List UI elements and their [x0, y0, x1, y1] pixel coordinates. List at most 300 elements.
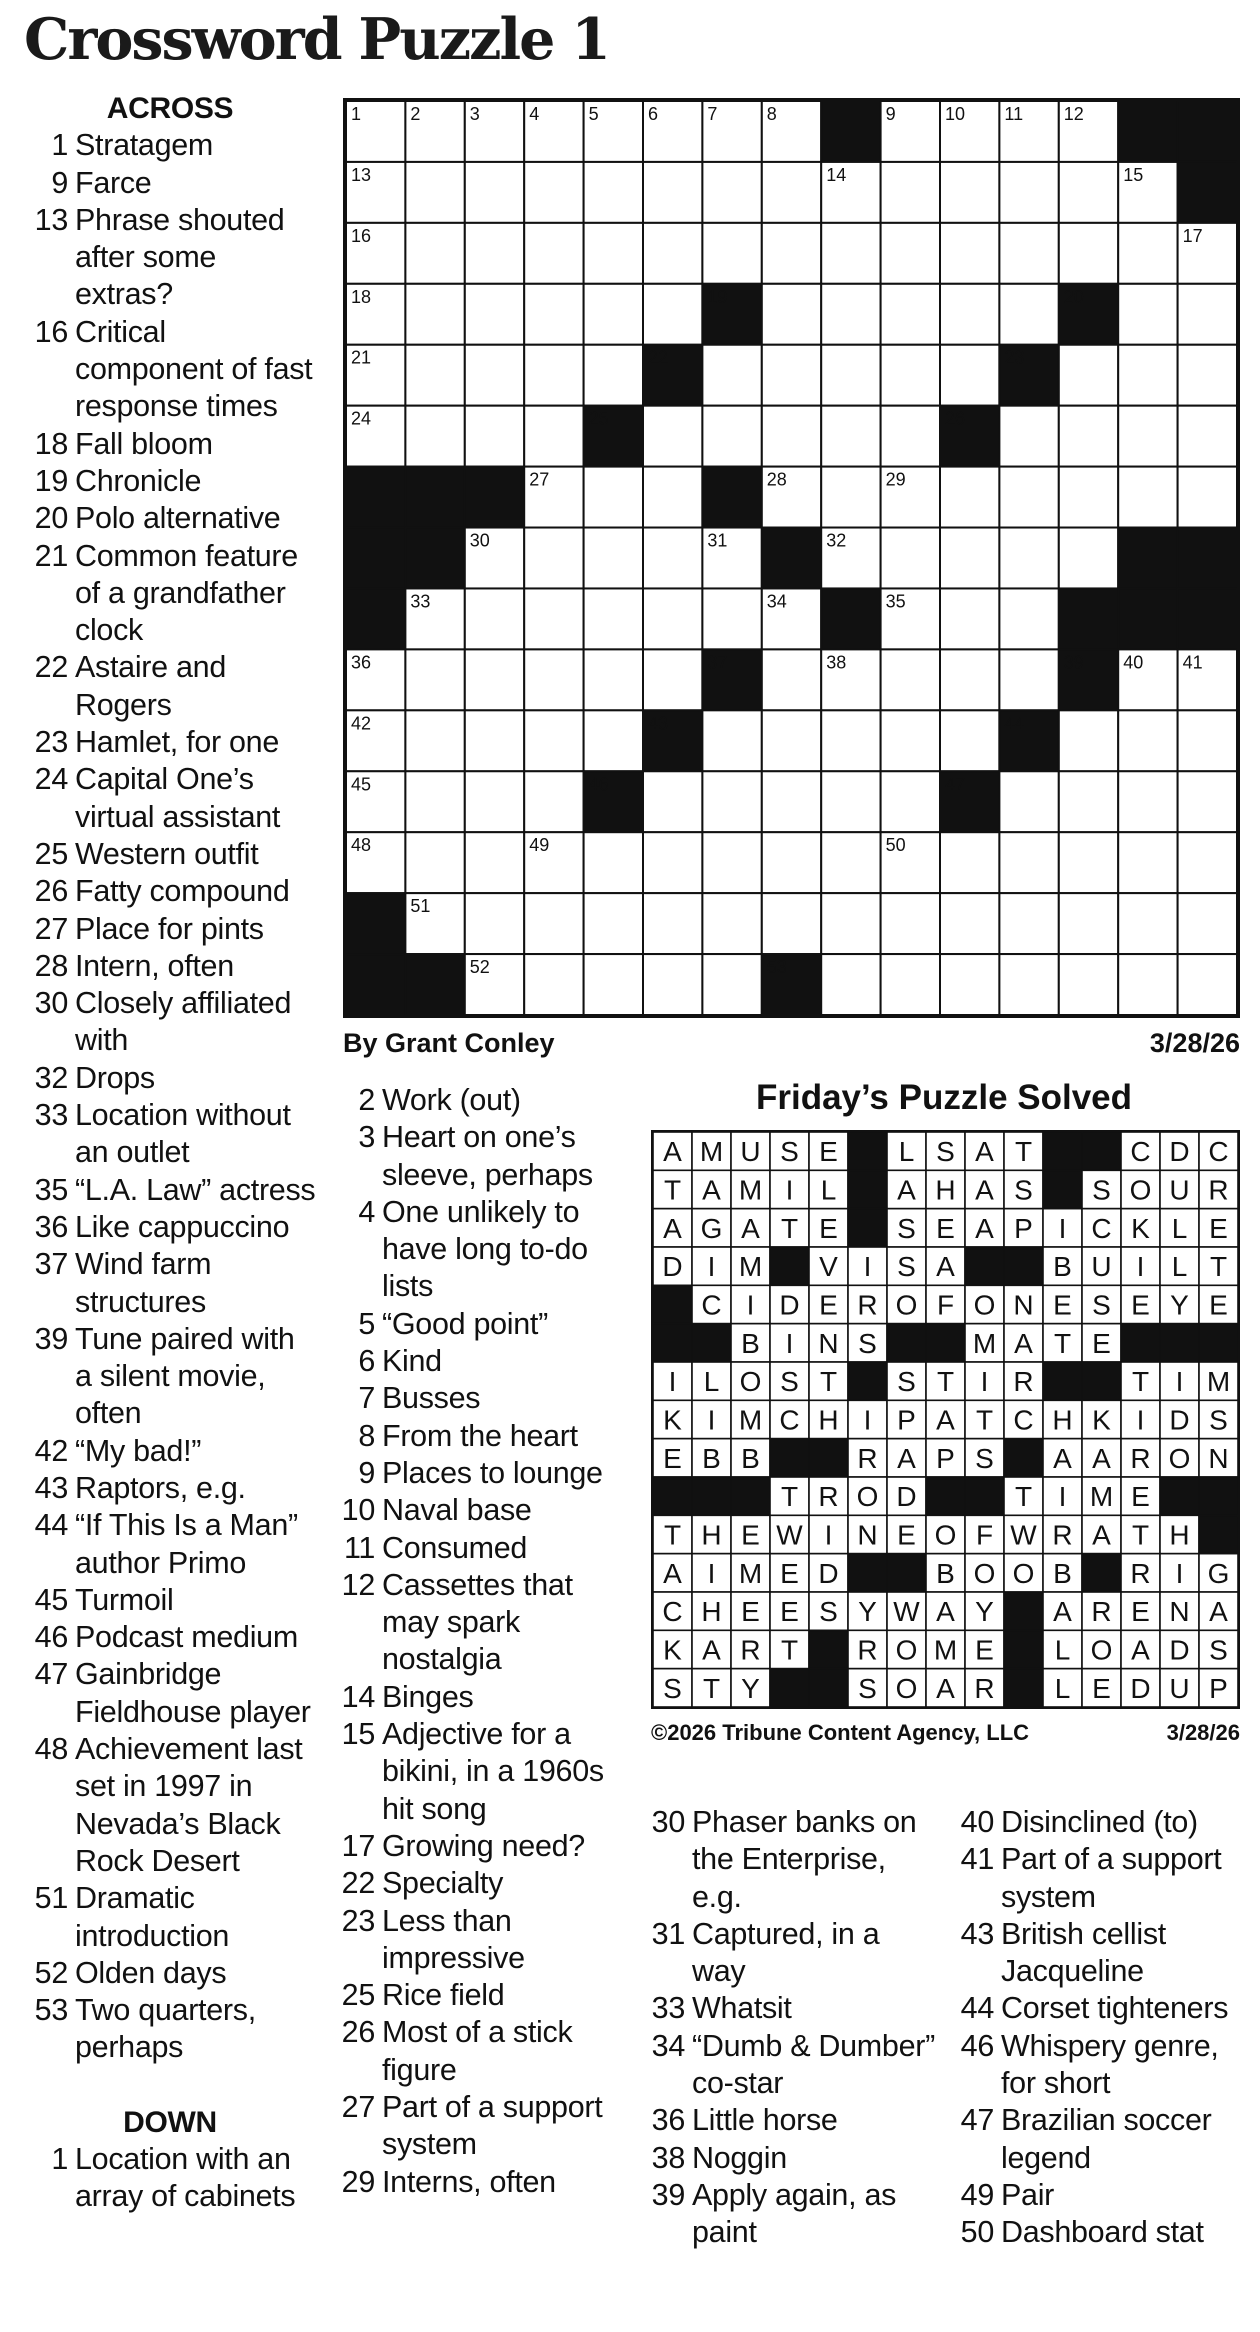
across-clue-20	[24, 500, 316, 537]
grid-cell[interactable]	[940, 284, 999, 345]
grid-cell[interactable]	[1059, 162, 1118, 223]
solved-black-square	[848, 1132, 887, 1170]
solved-letter: V	[819, 1251, 838, 1283]
grid-cell[interactable]	[940, 710, 999, 771]
solved-black-square	[1082, 1362, 1121, 1400]
grid-cell[interactable]	[643, 284, 702, 345]
solved-letter: I	[785, 1174, 794, 1206]
grid-cell[interactable]	[762, 223, 821, 284]
solved-letter: A	[975, 1136, 994, 1168]
down-clue-33	[641, 1990, 939, 2027]
solved-letter: N	[1169, 1596, 1190, 1628]
clue-number: 25	[341, 1978, 375, 2013]
solved-letter: T	[780, 1481, 799, 1513]
solved-letter: C	[779, 1404, 800, 1436]
grid-cell[interactable]	[643, 771, 702, 832]
down-clue-43	[950, 1916, 1242, 1991]
grid-cell[interactable]	[762, 649, 821, 710]
clue-text: Fall bloom	[75, 426, 213, 461]
grid-cell[interactable]	[762, 345, 821, 406]
down-clue-27	[331, 2089, 621, 2164]
solved-black-square	[770, 1669, 809, 1707]
grid-cell[interactable]	[465, 284, 524, 345]
clue-number: 50	[960, 2215, 994, 2250]
solved-letter: A	[1092, 1442, 1111, 1474]
clue-number: 34	[651, 2028, 685, 2063]
grid-cell[interactable]	[465, 771, 524, 832]
down-clue-12	[331, 1567, 621, 1679]
grid-cell[interactable]	[702, 832, 761, 893]
grid-cell[interactable]	[881, 223, 940, 284]
grid-cell[interactable]	[405, 771, 464, 832]
grid-cell[interactable]	[702, 223, 761, 284]
grid-cell[interactable]	[643, 223, 702, 284]
grid-cell[interactable]	[999, 284, 1058, 345]
solved-black-square	[1160, 1477, 1199, 1515]
black-square	[346, 528, 405, 589]
solved-black-square	[1199, 1477, 1238, 1515]
grid-cell[interactable]	[821, 406, 880, 467]
solved-letter: I	[707, 1404, 716, 1436]
grid-cell[interactable]	[643, 467, 702, 528]
grid-cell[interactable]	[940, 832, 999, 893]
cell-number: 40	[1123, 652, 1144, 673]
down-clue-list-3	[641, 1804, 939, 2252]
solved-letter: D	[1130, 1672, 1151, 1704]
solved-letter: D	[1169, 1634, 1190, 1666]
grid-cell[interactable]	[643, 832, 702, 893]
clue-number: 25	[34, 836, 68, 871]
cell-number: 7	[707, 104, 718, 124]
grid-cell[interactable]	[821, 710, 880, 771]
cell-number: 14	[826, 164, 847, 185]
clue-text: Location with an array of cabinets	[75, 2142, 296, 2214]
grid-cell[interactable]	[999, 467, 1058, 528]
grid-cell[interactable]	[881, 649, 940, 710]
clue-text: Whispery genre, for short	[1001, 2028, 1219, 2101]
solved-letter: A	[975, 1212, 994, 1244]
grid-cell[interactable]	[524, 771, 583, 832]
grid-cell[interactable]	[762, 284, 821, 345]
grid-cell[interactable]	[465, 832, 524, 893]
clue-number: 4	[358, 1194, 375, 1229]
cell-number: 27	[529, 469, 550, 490]
grid-cell[interactable]	[1059, 406, 1118, 467]
cell-number: 37	[707, 652, 728, 673]
clue-number: 7	[358, 1381, 375, 1416]
clue-text: Cassettes that may spark nostalgia	[382, 1567, 573, 1677]
clue-text: Place for pints	[75, 911, 264, 946]
solved-black-square	[848, 1209, 887, 1247]
grid-cell[interactable]	[940, 528, 999, 589]
clue-number: 32	[34, 1060, 68, 1095]
solved-letter: R	[818, 1481, 839, 1513]
crossword-grid[interactable]	[343, 98, 1240, 1018]
grid-cell[interactable]	[821, 284, 880, 345]
clue-text: “L.A. Law” actress	[75, 1172, 316, 1207]
grid-cell[interactable]	[405, 162, 464, 223]
grid-cell[interactable]	[999, 528, 1058, 589]
puzzle-date: 3/28/26	[1149, 1028, 1240, 1058]
grid-cell[interactable]	[1118, 345, 1177, 406]
down-clue-49	[950, 2177, 1242, 2214]
solved-letter: M	[1089, 1481, 1114, 1513]
black-square	[465, 467, 524, 528]
across-clue-16	[24, 314, 316, 426]
grid-cell[interactable]	[584, 832, 643, 893]
solved-letter: T	[663, 1519, 682, 1551]
solved-letter: M	[738, 1251, 763, 1283]
clue-text: Pair	[1001, 2177, 1055, 2212]
grid-cell[interactable]	[1178, 771, 1237, 832]
solved-letter: E	[741, 1596, 760, 1628]
across-clue-1	[24, 127, 316, 164]
grid-cell[interactable]	[881, 954, 940, 1015]
grid-cell[interactable]	[940, 467, 999, 528]
clue-number: 27	[341, 2090, 375, 2125]
grid-cell[interactable]	[405, 223, 464, 284]
grid-cell[interactable]	[702, 162, 761, 223]
grid-cell[interactable]	[1118, 832, 1177, 893]
grid-cell[interactable]	[643, 893, 702, 954]
clue-number: 23	[34, 725, 68, 760]
grid-cell[interactable]	[1118, 406, 1177, 467]
clue-number: 43	[34, 1470, 68, 1505]
grid-cell[interactable]	[524, 649, 583, 710]
solved-letter: O	[895, 1672, 918, 1704]
grid-cell[interactable]	[702, 406, 761, 467]
clue-text: Busses	[382, 1381, 481, 1416]
grid-cell[interactable]	[643, 954, 702, 1015]
grid-cell[interactable]	[1178, 832, 1237, 893]
grid-cell[interactable]	[1178, 954, 1237, 1015]
grid-cell[interactable]	[405, 832, 464, 893]
cell-number: 2	[410, 104, 421, 124]
grid-cell[interactable]	[524, 223, 583, 284]
grid-cell[interactable]	[702, 893, 761, 954]
grid-cell[interactable]	[881, 162, 940, 223]
grid-cell[interactable]	[1118, 710, 1177, 771]
grid-cell[interactable]	[881, 771, 940, 832]
copyright: ©2026 Tribune Content Agency, LLC	[651, 1720, 1030, 1745]
grid-cell[interactable]	[1178, 710, 1237, 771]
clue-number: 39	[34, 1321, 68, 1356]
solved-letter: B	[702, 1442, 721, 1474]
solved-letter: H	[1169, 1519, 1190, 1551]
solved-letter: R	[1130, 1442, 1151, 1474]
down-clue-5	[331, 1306, 621, 1343]
grid-cell[interactable]	[524, 345, 583, 406]
cell-number: 51	[410, 896, 431, 917]
solved-black-square	[770, 1247, 809, 1285]
clue-number: 53	[34, 1993, 68, 2028]
solved-letter: K	[1092, 1404, 1111, 1436]
clue-text: Like cappuccino	[75, 1209, 290, 1244]
grid-cell[interactable]	[524, 406, 583, 467]
grid-cell[interactable]	[465, 406, 524, 467]
solved-letter: L	[1171, 1212, 1188, 1244]
clue-number: 40	[960, 1805, 994, 1839]
black-square	[821, 101, 880, 162]
solved-letter: R	[1052, 1519, 1073, 1551]
solved-letter: A	[1131, 1634, 1150, 1666]
grid-cell[interactable]	[1118, 954, 1177, 1015]
grid-cell[interactable]	[584, 528, 643, 589]
grid-cell[interactable]	[1059, 893, 1118, 954]
solved-letter: E	[780, 1596, 799, 1628]
grid-cell[interactable]	[821, 467, 880, 528]
solved-black-square	[848, 1554, 887, 1592]
clue-number: 33	[651, 1991, 685, 2026]
solved-black-square	[1004, 1439, 1043, 1477]
clue-number: 36	[651, 2103, 685, 2138]
cell-number: 17	[1182, 225, 1203, 246]
grid-cell[interactable]	[881, 406, 940, 467]
solved-letter: E	[819, 1212, 838, 1244]
grid-cell[interactable]	[999, 406, 1058, 467]
grid-cell[interactable]	[465, 345, 524, 406]
solved-letter: R	[974, 1672, 995, 1704]
solved-letter: A	[975, 1174, 994, 1206]
grid-cell[interactable]	[702, 588, 761, 649]
grid-cell[interactable]	[940, 223, 999, 284]
solved-letter: S	[975, 1442, 994, 1474]
grid-cell[interactable]	[1178, 893, 1237, 954]
solved-letter: E	[741, 1519, 760, 1551]
solved-letter: H	[935, 1174, 956, 1206]
grid-cell[interactable]	[465, 893, 524, 954]
grid-cell[interactable]	[465, 649, 524, 710]
clue-text: Little horse	[692, 2103, 838, 2138]
grid-cell[interactable]	[999, 588, 1058, 649]
clue-text: Consumed	[382, 1530, 528, 1565]
grid-cell[interactable]	[1059, 710, 1118, 771]
solved-letter: T	[1131, 1366, 1150, 1398]
solved-letter: E	[936, 1212, 955, 1244]
grid-cell[interactable]	[584, 893, 643, 954]
solved-letter: K	[663, 1634, 682, 1666]
clue-number: 10	[341, 1493, 375, 1528]
grid-cell[interactable]	[999, 162, 1058, 223]
solved-letter: T	[1053, 1327, 1072, 1359]
clue-text: Specialty	[382, 1866, 504, 1901]
solved-letter: S	[1092, 1174, 1111, 1206]
solved-letter: E	[1053, 1289, 1072, 1321]
grid-cell[interactable]	[999, 954, 1058, 1015]
solved-letter: E	[1131, 1289, 1150, 1321]
across-clue-22	[24, 649, 316, 724]
grid-cell[interactable]	[821, 345, 880, 406]
solved-letter: O	[973, 1289, 996, 1321]
black-square	[1059, 588, 1118, 649]
across-clue-46	[24, 1619, 316, 1656]
grid-cell[interactable]	[584, 162, 643, 223]
grid-cell[interactable]	[1178, 345, 1237, 406]
clue-text: Rice field	[382, 1978, 505, 2013]
grid-cell[interactable]	[762, 832, 821, 893]
cell-number: 30	[469, 530, 490, 551]
grid-cell[interactable]	[762, 771, 821, 832]
grid-cell[interactable]	[643, 162, 702, 223]
grid-cell[interactable]	[702, 345, 761, 406]
grid-cell[interactable]	[881, 345, 940, 406]
grid-cell[interactable]	[584, 954, 643, 1015]
grid-cell[interactable]	[881, 893, 940, 954]
grid-cell[interactable]	[1178, 467, 1237, 528]
grid-cell[interactable]	[702, 954, 761, 1015]
grid-cell[interactable]	[524, 893, 583, 954]
solved-letter: H	[701, 1519, 722, 1551]
solved-letter: A	[663, 1136, 682, 1168]
grid-cell[interactable]	[405, 345, 464, 406]
grid-cell[interactable]	[999, 649, 1058, 710]
grid-cell[interactable]	[405, 284, 464, 345]
grid-cell[interactable]	[405, 406, 464, 467]
grid-cell[interactable]	[524, 528, 583, 589]
grid-cell[interactable]	[643, 406, 702, 467]
grid-cell[interactable]	[524, 954, 583, 1015]
clue-number: 46	[960, 2028, 994, 2063]
solved-letter: R	[857, 1289, 878, 1321]
clue-number: 9	[51, 165, 68, 200]
clue-number: 47	[960, 2103, 994, 2138]
grid-cell[interactable]	[999, 771, 1058, 832]
across-clue-47	[24, 1656, 316, 1731]
solved-black-square	[1004, 1669, 1043, 1707]
grid-cell[interactable]	[524, 284, 583, 345]
grid-cell[interactable]	[821, 223, 880, 284]
grid-cell[interactable]	[1178, 284, 1237, 345]
grid-cell[interactable]	[702, 710, 761, 771]
grid-cell[interactable]	[465, 162, 524, 223]
grid-cell[interactable]	[405, 710, 464, 771]
cell-number: 53	[766, 957, 787, 978]
grid-cell[interactable]	[1059, 345, 1118, 406]
grid-cell[interactable]	[524, 710, 583, 771]
solved-letter: S	[858, 1672, 877, 1704]
grid-cell[interactable]	[762, 893, 821, 954]
grid-cell[interactable]	[1059, 954, 1118, 1015]
grid-cell[interactable]	[643, 528, 702, 589]
grid-cell[interactable]	[940, 588, 999, 649]
grid-cell[interactable]	[940, 162, 999, 223]
grid-cell[interactable]	[584, 588, 643, 649]
grid-cell[interactable]	[940, 893, 999, 954]
grid-cell[interactable]	[643, 649, 702, 710]
grid-cell[interactable]	[881, 284, 940, 345]
grid-cell[interactable]	[999, 832, 1058, 893]
clue-text: Most of a stick figure	[382, 2015, 573, 2087]
grid-cell[interactable]	[940, 954, 999, 1015]
solved-letter: O	[1168, 1442, 1191, 1474]
grid-cell[interactable]	[1118, 467, 1177, 528]
grid-cell[interactable]	[584, 467, 643, 528]
grid-cell[interactable]	[1118, 893, 1177, 954]
grid-cell[interactable]	[584, 710, 643, 771]
grid-cell[interactable]	[821, 771, 880, 832]
grid-cell[interactable]	[643, 588, 702, 649]
grid-cell[interactable]	[702, 771, 761, 832]
cell-number: 48	[351, 835, 372, 856]
grid-cell[interactable]	[1118, 284, 1177, 345]
clue-text: Turmoil	[75, 1582, 174, 1617]
solved-letter: R	[857, 1634, 878, 1666]
grid-cell[interactable]	[465, 588, 524, 649]
down-clue-9	[331, 1455, 621, 1492]
cell-number: 44	[1004, 713, 1025, 734]
grid-cell[interactable]	[584, 284, 643, 345]
grid-cell[interactable]	[524, 588, 583, 649]
grid-cell[interactable]	[762, 162, 821, 223]
grid-cell[interactable]	[821, 893, 880, 954]
grid-cell[interactable]	[584, 649, 643, 710]
grid-cell[interactable]	[1059, 832, 1118, 893]
grid-cell[interactable]	[999, 893, 1058, 954]
grid-cell[interactable]	[465, 710, 524, 771]
solved-letter: I	[863, 1251, 872, 1283]
grid-cell[interactable]	[821, 832, 880, 893]
cell-number: 22	[648, 347, 669, 368]
grid-cell[interactable]	[584, 345, 643, 406]
down-clue-30	[641, 1804, 939, 1916]
grid-cell[interactable]	[1118, 223, 1177, 284]
grid-cell[interactable]	[405, 649, 464, 710]
clue-text: “Good point”	[382, 1306, 548, 1341]
grid-cell[interactable]	[940, 345, 999, 406]
down-clue-39	[641, 2177, 939, 2252]
down-clue-8	[331, 1418, 621, 1455]
grid-cell[interactable]	[584, 223, 643, 284]
grid-cell[interactable]	[999, 223, 1058, 284]
byline: By Grant Conley	[343, 1028, 555, 1058]
grid-cell[interactable]	[881, 528, 940, 589]
clue-text: “Dumb & Dumber” co-star	[692, 2028, 935, 2101]
solved-letter: E	[780, 1557, 799, 1589]
cell-number: 11	[1004, 104, 1024, 124]
solved-letter: M	[1206, 1366, 1231, 1398]
grid-cell[interactable]	[881, 710, 940, 771]
grid-cell[interactable]	[1059, 771, 1118, 832]
solved-letter: I	[1175, 1557, 1184, 1589]
solved-letter: Y	[1170, 1289, 1189, 1321]
cell-number: 45	[351, 774, 372, 795]
grid-cell[interactable]	[1059, 528, 1118, 589]
grid-cell[interactable]	[1178, 406, 1237, 467]
solved-black-square	[1199, 1515, 1238, 1553]
grid-cell[interactable]	[821, 954, 880, 1015]
solved-letter: E	[975, 1634, 994, 1666]
down-clue-50	[950, 2214, 1242, 2251]
clue-number: 19	[34, 463, 68, 498]
solved-letter: B	[741, 1442, 760, 1474]
across-clue-18	[24, 426, 316, 463]
grid-cell[interactable]	[762, 710, 821, 771]
black-square	[405, 954, 464, 1015]
down-clue-26	[331, 2014, 621, 2089]
down-clue-15	[331, 1716, 621, 1828]
grid-cell[interactable]	[940, 649, 999, 710]
clue-text: Tune paired with a silent movie, often	[75, 1321, 295, 1431]
cell-number: 16	[351, 225, 372, 246]
clue-text: Phaser banks on the Enterprise, e.g.	[692, 1805, 917, 1914]
grid-cell[interactable]	[465, 223, 524, 284]
grid-cell[interactable]	[1059, 223, 1118, 284]
clue-text: Phrase shouted after some extras?	[75, 202, 285, 312]
grid-cell[interactable]	[1059, 467, 1118, 528]
grid-cell[interactable]	[762, 406, 821, 467]
grid-cell[interactable]	[1118, 771, 1177, 832]
grid-cell[interactable]	[524, 162, 583, 223]
